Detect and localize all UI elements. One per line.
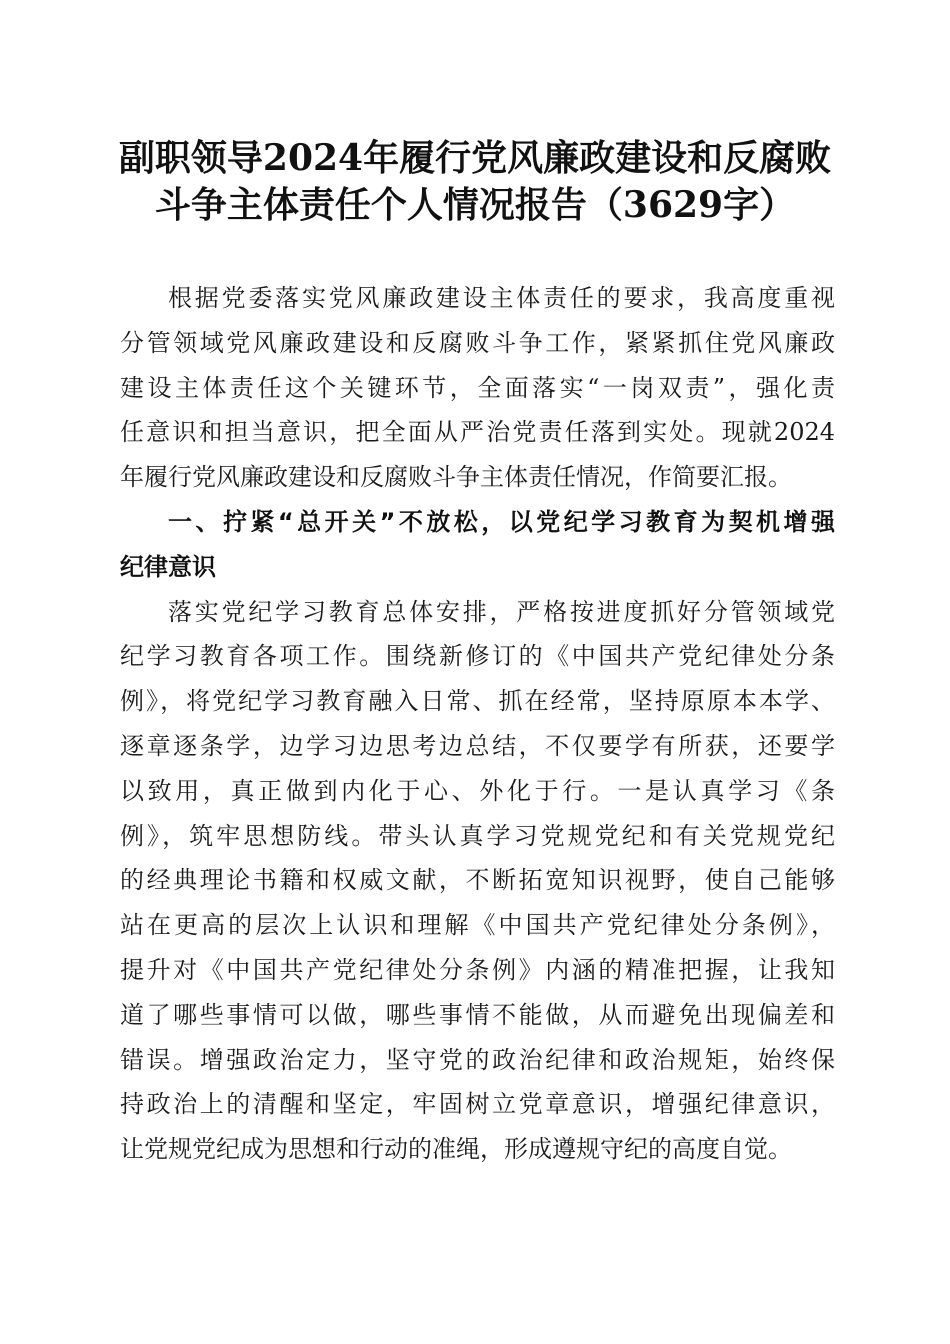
paragraph-line: 任意识和担当意识，把全面从严治党责任落到实处。现就2024 [120, 418, 835, 447]
paragraph-line: 持政治上的清醒和坚定，牢固树立党章意识，增强纪律意识， [120, 1090, 835, 1119]
paragraph-line: 逐章逐条学，边学习边思考边总结，不仅要学有所获，还要学 [120, 731, 835, 760]
paragraph-line: 建设主体责任这个关键环节，全面落实“一岗双责”，强化责 [120, 373, 835, 402]
paragraph-line: 落实党纪学习教育总体安排，严格按进度抓好分管领域党 [168, 597, 835, 626]
paragraph-line: 例》，筑牢思想防线。带头认真学习党规党纪和有关党规党纪 [120, 821, 835, 850]
intro-paragraph [120, 276, 835, 500]
heading-line: 纪律意识 [120, 552, 216, 581]
paragraph-line: 纪学习教育各项工作。围绕新修订的《中国共产党纪律处分条 [120, 642, 835, 671]
paragraph-line: 分管领域党风廉政建设和反腐败斗争工作，紧紧抓住党风廉政 [120, 328, 835, 357]
title-line-2: 斗争主体责任个人情况报告（3629字） [154, 184, 796, 226]
section-heading-1 [120, 500, 835, 590]
paragraph-line: 道了哪些事情可以做，哪些事情不能做，从而避免出现偏差和 [120, 1000, 835, 1029]
paragraph-line: 年履行党风廉政建设和反腐败斗争主体责任情况，作简要汇报。 [120, 463, 792, 492]
document-title [0, 135, 950, 229]
paragraph-line: 提升对《中国共产党纪律处分条例》内涵的精准把握，让我知 [120, 955, 835, 984]
title-line-1: 副职领导2024年履行党风廉政建设和反腐败 [118, 137, 832, 179]
paragraph-line: 例》，将党纪学习教育融入日常、抓在经常，坚持原原本本学、 [120, 687, 835, 716]
document-body [120, 276, 835, 1172]
paragraph-line: 根据党委落实党风廉政建设主体责任的要求，我高度重视 [168, 284, 835, 312]
section-1-paragraph [120, 590, 835, 1172]
paragraph-line: 的经典理论书籍和权威文献，不断拓宽知识视野，使自己能够 [120, 866, 835, 895]
paragraph-line: 错误。增强政治定力，坚守党的政治纪律和政治规矩，始终保 [120, 1045, 835, 1074]
paragraph-line: 让党规党纪成为思想和行动的准绳，形成遵规守纪的高度自觉。 [120, 1135, 792, 1164]
paragraph-line: 以致用，真正做到内化于心、外化于行。一是认真学习《条 [120, 776, 835, 805]
paragraph-line: 站在更高的层次上认识和理解《中国共产党纪律处分条例》， [120, 911, 835, 940]
heading-line: 一、拧紧“总开关”不放松，以党纪学习教育为契机增强 [168, 507, 835, 536]
